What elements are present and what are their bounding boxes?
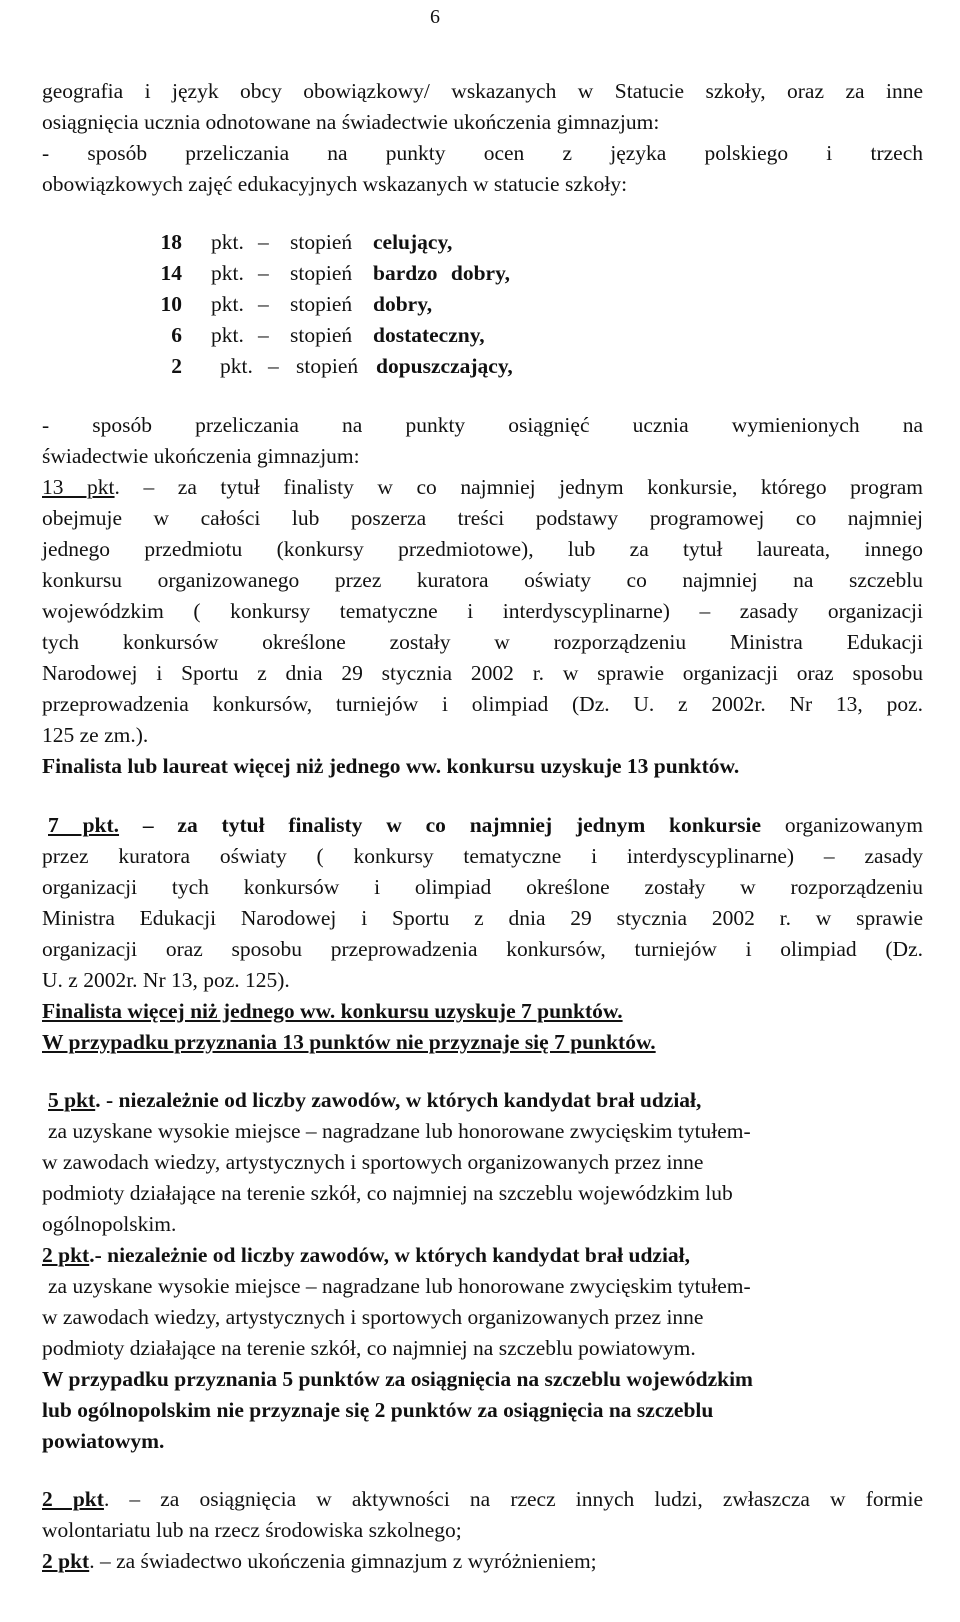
section-7-line: organizacji tych konkursów i olimpiad określone zostały w rozporządzeniu [42,875,923,899]
section-13-first-line [42,472,923,503]
section-7-first-line [48,810,923,841]
points-13: 13 pkt [42,475,115,499]
intro-line: obowiązkowych zajęć edukacyjnych wskazanych w statucie szkoły: [42,172,628,196]
grade-dash: – [258,230,269,254]
section-13-line: jednego przedmiotu (konkursy przedmiotowe), lub za tytuł laureata, innego [42,537,923,561]
section-2c-text: . – za świadectwo ukończenia gimnazjum z wyróżnieniem; [89,1549,597,1573]
grade-name: dopuszczający, [376,354,513,378]
grade-dash: – [268,354,279,378]
section-2a-heading: .- niezależnie od liczby zawodów, w których kandydat brał udział, [89,1243,691,1267]
section-7-rule: Finalista więcej niż jednego ww. konkursu uzyskuje 7 punktów. [42,999,623,1023]
grade-name: celujący, [373,230,453,254]
section-2a-rule: W przypadku przyznania 5 punktów za osiągnięcia na szczeblu wojewódzkim [42,1367,753,1391]
section-13-line: Narodowej i Sportu z dnia 29 stycznia 2002 r. w sprawie organizacji oraz sposobu [42,661,923,685]
grade-label: stopień [290,261,353,285]
section-13-rule: Finalista lub laureat więcej niż jednego ww. konkursu uzyskuje 13 punktów. [42,754,740,778]
page-number: 6 [430,6,440,28]
section-2b-first-line [42,1484,923,1515]
grade-label: stopień [290,323,353,347]
grade-name: dobry, [373,292,433,316]
section-5-line: za uzyskane wysokie miejsce – nagradzane lub honorowane zwycięskim tytułem- [48,1119,751,1143]
grade-name: dostateczny, [373,323,485,347]
points-5: 5 pkt [48,1088,96,1112]
points-7: 7 pkt. [48,813,120,837]
section-7-line: przez kuratora oświaty ( konkursy tematyczne i interdyscyplinarne) – zasady [42,844,923,868]
intro-line: geografia i język obcy obowiązkowy/ wskazanych w Statucie szkoły, oraz za inne [42,79,923,103]
section-2a-rule: lub ogólnopolskim nie przyznaje się 2 punktów za osiągnięcia na szczeblu [42,1398,714,1422]
section-7-line: organizacji oraz sposobu przeprowadzenia konkursów, turniejów i olimpiad (Dz. [42,937,923,961]
section-5-line: ogólnopolskim. [42,1212,177,1236]
grade-points: 2 [171,354,182,378]
grade-label: stopień [296,354,359,378]
section-13-line: 125 ze zm.). [42,723,149,747]
section-7-rule: W przypadku przyznania 13 punktów nie przyznaje się 7 punktów. [42,1030,656,1054]
section-13-text: . – za tytuł finalisty w co najmniej jednym konkursie, którego program [114,475,924,499]
section-13-line: obejmuje w całości lub poszerza treści podstawy programowej co najmniej [42,506,923,530]
section-7-line: U. z 2002r. Nr 13, poz. 125). [42,968,290,992]
grade-dash: – [258,292,269,316]
grade-dash: – [258,261,269,285]
grade-dash: – [258,323,269,347]
section-13-line: konkursu organizowanego przez kuratora oświaty co najmniej na szczeblu [42,568,923,592]
grade-points: 10 [160,292,182,316]
grade-unit: pkt. [211,230,244,254]
section-7-heading: – za tytuł finalisty w co najmniej jednym konkursie [119,813,762,837]
grade-points: 18 [160,230,182,254]
section-7-line: Ministra Edukacji Narodowej i Sportu z dnia 29 stycznia 2002 r. w sprawie [42,906,923,930]
grade-unit: pkt. [211,292,244,316]
section-5-line: w zawodach wiedzy, artystycznych i sportowych organizowanych przez inne [42,1150,704,1174]
points-2b: 2 pkt [42,1487,104,1511]
section-5-line: podmioty działające na terenie szkół, co najmniej na szczeblu wojewódzkim lub [42,1181,733,1205]
intro-line: osiągnięcia ucznia odnotowane na świadectwie ukończenia gimnazjum: [42,110,660,134]
section-13-line: przeprowadzenia konkursów, turniejów i olimpiad (Dz. U. z 2002r. Nr 13, poz. [42,692,923,716]
grade-unit: pkt. [211,323,244,347]
achievements-intro-line: świadectwie ukończenia gimnazjum: [42,444,360,468]
intro-line: - sposób przeliczania na punkty ocen z języka polskiego i trzech [42,141,923,165]
points-2a: 2 pkt [42,1243,90,1267]
section-13-line: wojewódzkim ( konkursy tematyczne i interdyscyplinarne) – zasady organizacji [42,599,923,623]
section-2a-line: podmioty działające na terenie szkół, co najmniej na szczeblu powiatowym. [42,1336,696,1360]
section-2b-line: wolontariatu lub na rzecz środowiska szkolnego; [42,1518,462,1542]
achievements-intro-line: - sposób przeliczania na punkty osiągnięć ucznia wymienionych na [42,413,923,437]
grade-points: 6 [171,323,182,347]
section-5-first-line [48,1085,701,1116]
section-7-text: organizowanym [761,813,924,837]
grade-label: stopień [290,292,353,316]
section-2a-rule: powiatowym. [42,1429,165,1453]
grade-unit: pkt. [211,261,244,285]
grade-points: 14 [160,261,182,285]
section-2c-line [42,1546,597,1577]
section-5-heading: . - niezależnie od liczby zawodów, w których kandydat brał udział, [95,1088,702,1112]
grade-unit: pkt. [220,354,253,378]
section-2a-line: za uzyskane wysokie miejsce – nagradzane lub honorowane zwycięskim tytułem- [48,1274,751,1298]
section-13-line: tych konkursów określone zostały w rozporządzeniu Ministra Edukacji [42,630,923,654]
grade-name: bardzo dobry, [373,261,511,285]
points-2c: 2 pkt [42,1549,90,1573]
grade-label: stopień [290,230,353,254]
section-2a-line: w zawodach wiedzy, artystycznych i sportowych organizowanych przez inne [42,1305,704,1329]
section-2b-text: . – za osiągnięcia w aktywności na rzecz innych ludzi, zwłaszcza w formie [103,1487,923,1511]
section-2a-first-line [42,1240,690,1271]
